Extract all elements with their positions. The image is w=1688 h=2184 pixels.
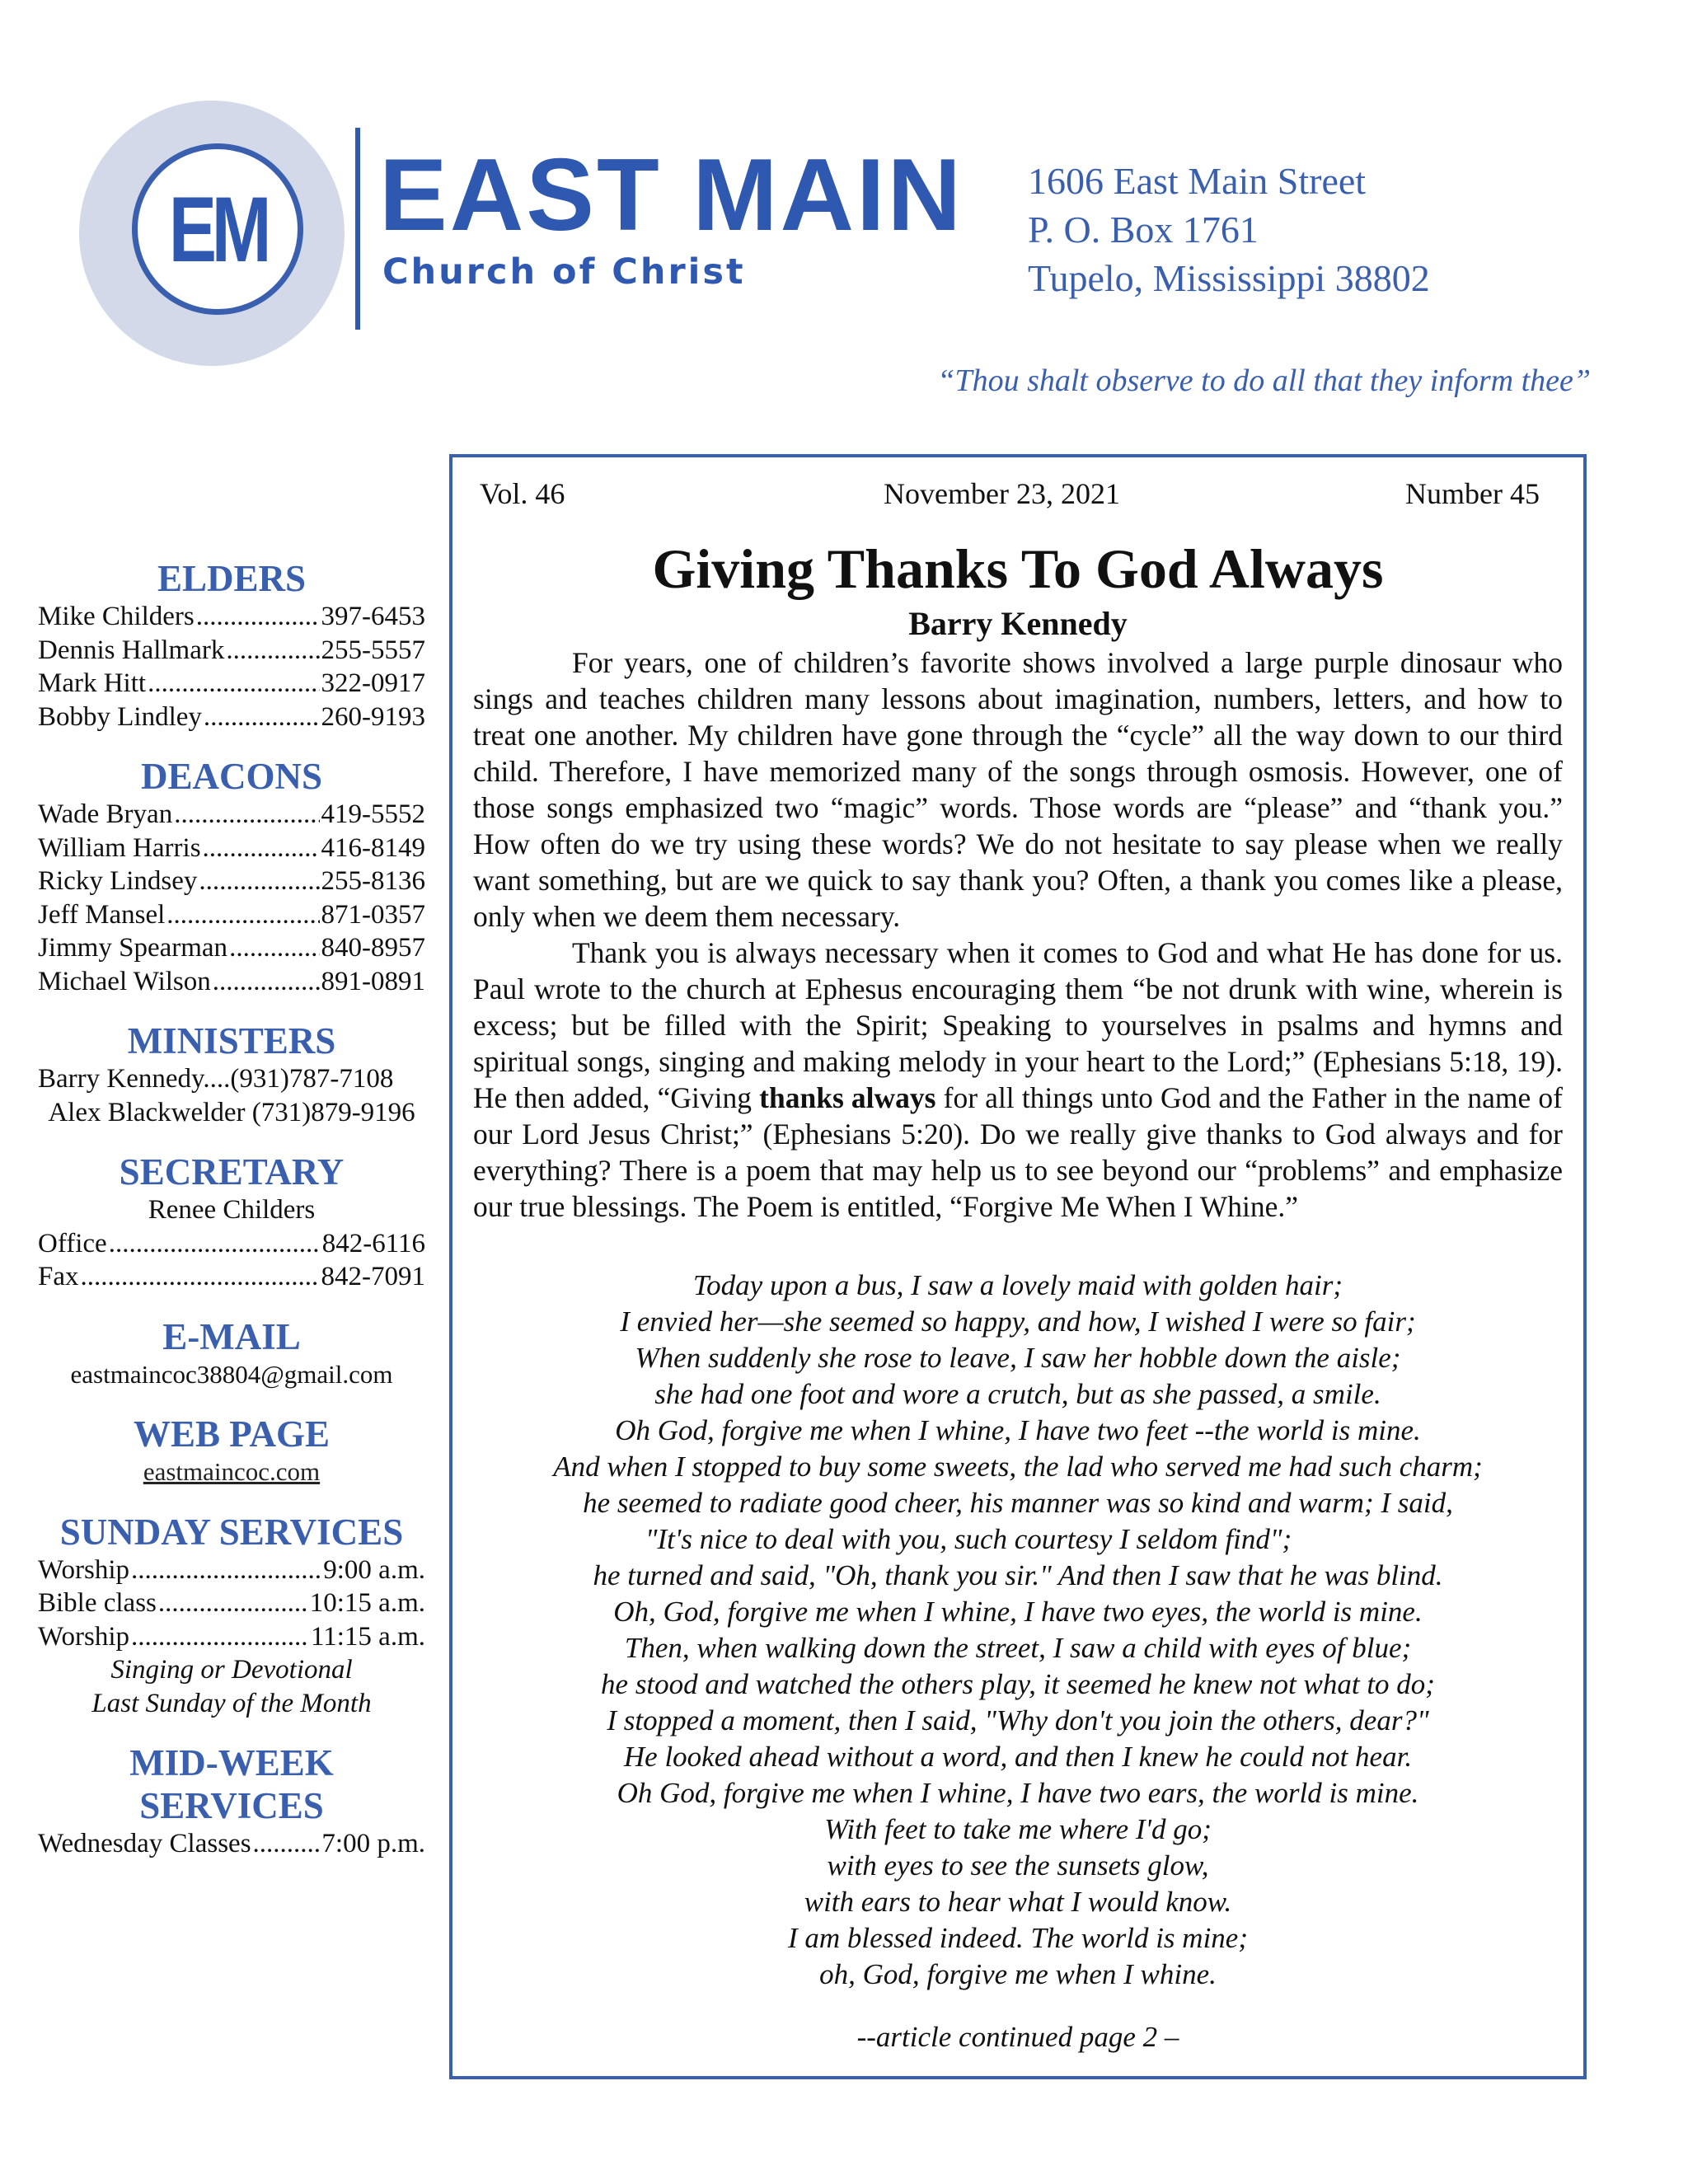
poem-line: with eyes to see the sunsets glow, bbox=[827, 1849, 1209, 1882]
deacon-row: Wade Bryan ..... 419-5552 bbox=[38, 798, 425, 832]
bold-phrase: thanks always bbox=[759, 1081, 936, 1114]
deacons-heading: DEACONS bbox=[140, 756, 323, 797]
poem-line: He looked ahead without a word, and then I knew he could not hear. bbox=[623, 1741, 1413, 1773]
deacons-list bbox=[38, 798, 425, 998]
continued-note: --article continued page 2 – bbox=[856, 2021, 1179, 2053]
poem-line: oh, God, forgive me when I whine. bbox=[819, 1958, 1217, 1990]
web-heading: WEB PAGE bbox=[134, 1413, 330, 1455]
church-subtitle: Church of Christ bbox=[382, 251, 746, 293]
logo-divider bbox=[355, 128, 360, 330]
minister-line: Alex Blackwelder (731)879-9196 bbox=[48, 1097, 415, 1127]
address-line: Tupelo, Mississippi 38802 bbox=[1028, 257, 1430, 299]
email-heading: E-MAIL bbox=[162, 1315, 301, 1357]
article-paragraph: Thank you is always necessary when it comes to God and what He has done for us. Paul wrote to the church at Ephesus encouraging them “be not drunk with wine, wherein is excess; but be filled with the Spirit; Speaking to yourselves in psalms and hymns and spiritual songs, singing and making melody in your heart to the Lord;” (Ephesians 5:18, 19). He then added, “Giving thanks always for all things unto God and the Father in the name of our Lord Jesus Christ;” (Ephesians 5:20). Do we really give thanks to God always and for everything? There is a poem that may help us to see beyond our “problems” and emphasize our true blessings. The Poem is entitled, “Forgive Me When I Whine.” bbox=[473, 936, 1563, 1223]
motto: “Thou shalt observe to do all that they inform thee” bbox=[937, 363, 1591, 398]
poem-line: he stood and watched the others play, it seemed he knew not what to do; bbox=[601, 1668, 1435, 1700]
poem-line: she had one foot and wore a crutch, but as she passed, a smile. bbox=[654, 1378, 1381, 1410]
deacon-row: William Harris ..... 416-8149 bbox=[38, 832, 425, 865]
web-link[interactable]: eastmaincoc.com bbox=[143, 1457, 321, 1486]
elders-list bbox=[38, 600, 425, 733]
poem-line: I am blessed indeed. The world is mine; bbox=[788, 1922, 1248, 1954]
deacon-row: Jimmy Spearman ..... 840-8957 bbox=[38, 931, 425, 965]
church-name: EAST MAIN bbox=[379, 138, 964, 252]
service-row: Worship ..... 11:15 a.m. bbox=[38, 1620, 425, 1654]
logo-monogram-ring bbox=[132, 143, 303, 315]
sunday-services-heading: SUNDAY SERVICES bbox=[59, 1511, 404, 1553]
issue-number: Number 45 bbox=[1405, 477, 1540, 510]
service-note: Last Sunday of the Month bbox=[91, 1688, 372, 1718]
poem-line: I stopped a moment, then I said, "Why don't you join the others, dear?" bbox=[607, 1704, 1429, 1736]
logo-monogram: EM bbox=[168, 177, 267, 281]
service-row: Worship ..... 9:00 a.m. bbox=[38, 1554, 425, 1587]
service-note: Singing or Devotional bbox=[110, 1655, 353, 1685]
email-address[interactable]: eastmaincoc38804@gmail.com bbox=[70, 1359, 393, 1389]
article-author: Barry Kennedy bbox=[908, 605, 1128, 642]
elder-row: Mike Childers ..... 397-6453 bbox=[38, 600, 425, 634]
poem-line: he turned and said, "Oh, thank you sir." And then I saw that he was blind. bbox=[593, 1559, 1443, 1591]
office-phone-row: Office ..... 842-6116 bbox=[38, 1227, 425, 1261]
service-row: Wednesday Classes ..... 7:00 p.m. bbox=[38, 1827, 425, 1861]
ministers-heading: MINISTERS bbox=[127, 1020, 336, 1062]
article-paragraph: For years, one of children’s favorite shows involved a large purple dinosaur who sings and teaches children many lessons about imagination, numbers, letters, and how to treat one another. My children have gone through the “cycle” all the way down to our third child. Therefore, I have memorized many of the songs through osmosis. However, one of those songs emphasized two “magic” words. Those words are “please” and “thank you.” How often do we try using these words? We do not hesitate to say please when we really want something, but are we quick to say thank you? Often, a thank you comes like a please, only when we deem them necessary. bbox=[473, 646, 1563, 933]
elders-heading: ELDERS bbox=[157, 558, 307, 599]
poem-line: Oh God, forgive me when I whine, I have two ears, the world is mine. bbox=[617, 1777, 1419, 1809]
poem-line: Then, when walking down the street, I saw a child with eyes of blue; bbox=[624, 1632, 1412, 1664]
midweek-heading: MID-WEEK bbox=[129, 1742, 334, 1783]
poem-line: And when I stopped to buy some sweets, the lad who served me had such charm; bbox=[553, 1451, 1483, 1483]
elder-row: Mark Hitt ..... 322-0917 bbox=[38, 667, 425, 701]
poem-line: Oh God, forgive me when I whine, I have two feet --the world is mine. bbox=[615, 1414, 1421, 1446]
poem-line: With feet to take me where I'd go; bbox=[824, 1813, 1212, 1845]
secretary-name: Renee Childers bbox=[148, 1195, 316, 1225]
deacon-row: Jeff Mansel ..... 871-0357 bbox=[38, 898, 425, 932]
church-address bbox=[1028, 157, 1430, 302]
sidebar bbox=[38, 557, 425, 1861]
poem-line: Today upon a bus, I saw a lovely maid with golden hair; bbox=[692, 1269, 1343, 1301]
poem-line: When suddenly she rose to leave, I saw her hobble down the aisle; bbox=[635, 1342, 1401, 1374]
poem-line: "It's nice to deal with you, such courtesy I seldom find"; bbox=[645, 1523, 1292, 1555]
secretary-heading: SECRETARY bbox=[119, 1151, 345, 1193]
poem bbox=[473, 1268, 1563, 1993]
poem-line: with ears to hear what I would know. bbox=[804, 1886, 1232, 1918]
address-line: 1606 East Main Street bbox=[1028, 160, 1367, 202]
poem-line: I envied her—she seemed so happy, and how, I wished I were so fair; bbox=[620, 1305, 1416, 1338]
elder-row: Bobby Lindley ..... 260-9193 bbox=[38, 701, 425, 734]
poem-line: Oh, God, forgive me when I whine, I have two eyes, the world is mine. bbox=[613, 1596, 1423, 1628]
minister-line: Barry Kennedy....(931)787-7108 bbox=[38, 1064, 394, 1094]
article-title: Giving Thanks To God Always bbox=[652, 537, 1384, 600]
article-body bbox=[473, 644, 1563, 1225]
volume: Vol. 46 bbox=[480, 477, 565, 510]
deacon-row: Ricky Lindsey ..... 255-8136 bbox=[38, 865, 425, 898]
fax-row: Fax ..... 842-7091 bbox=[38, 1260, 425, 1294]
poem-line: he seemed to radiate good cheer, his manner was so kind and warm; I said, bbox=[583, 1487, 1453, 1519]
midweek-heading-line2: SERVICES bbox=[139, 1785, 324, 1826]
service-row: Bible class ..... 10:15 a.m. bbox=[38, 1586, 425, 1620]
address-line: P. O. Box 1761 bbox=[1028, 209, 1259, 251]
elder-row: Dennis Hallmark ..... 255-5557 bbox=[38, 634, 425, 668]
issue-date: November 23, 2021 bbox=[884, 477, 1120, 510]
deacon-row: Michael Wilson ..... 891-0891 bbox=[38, 965, 425, 999]
